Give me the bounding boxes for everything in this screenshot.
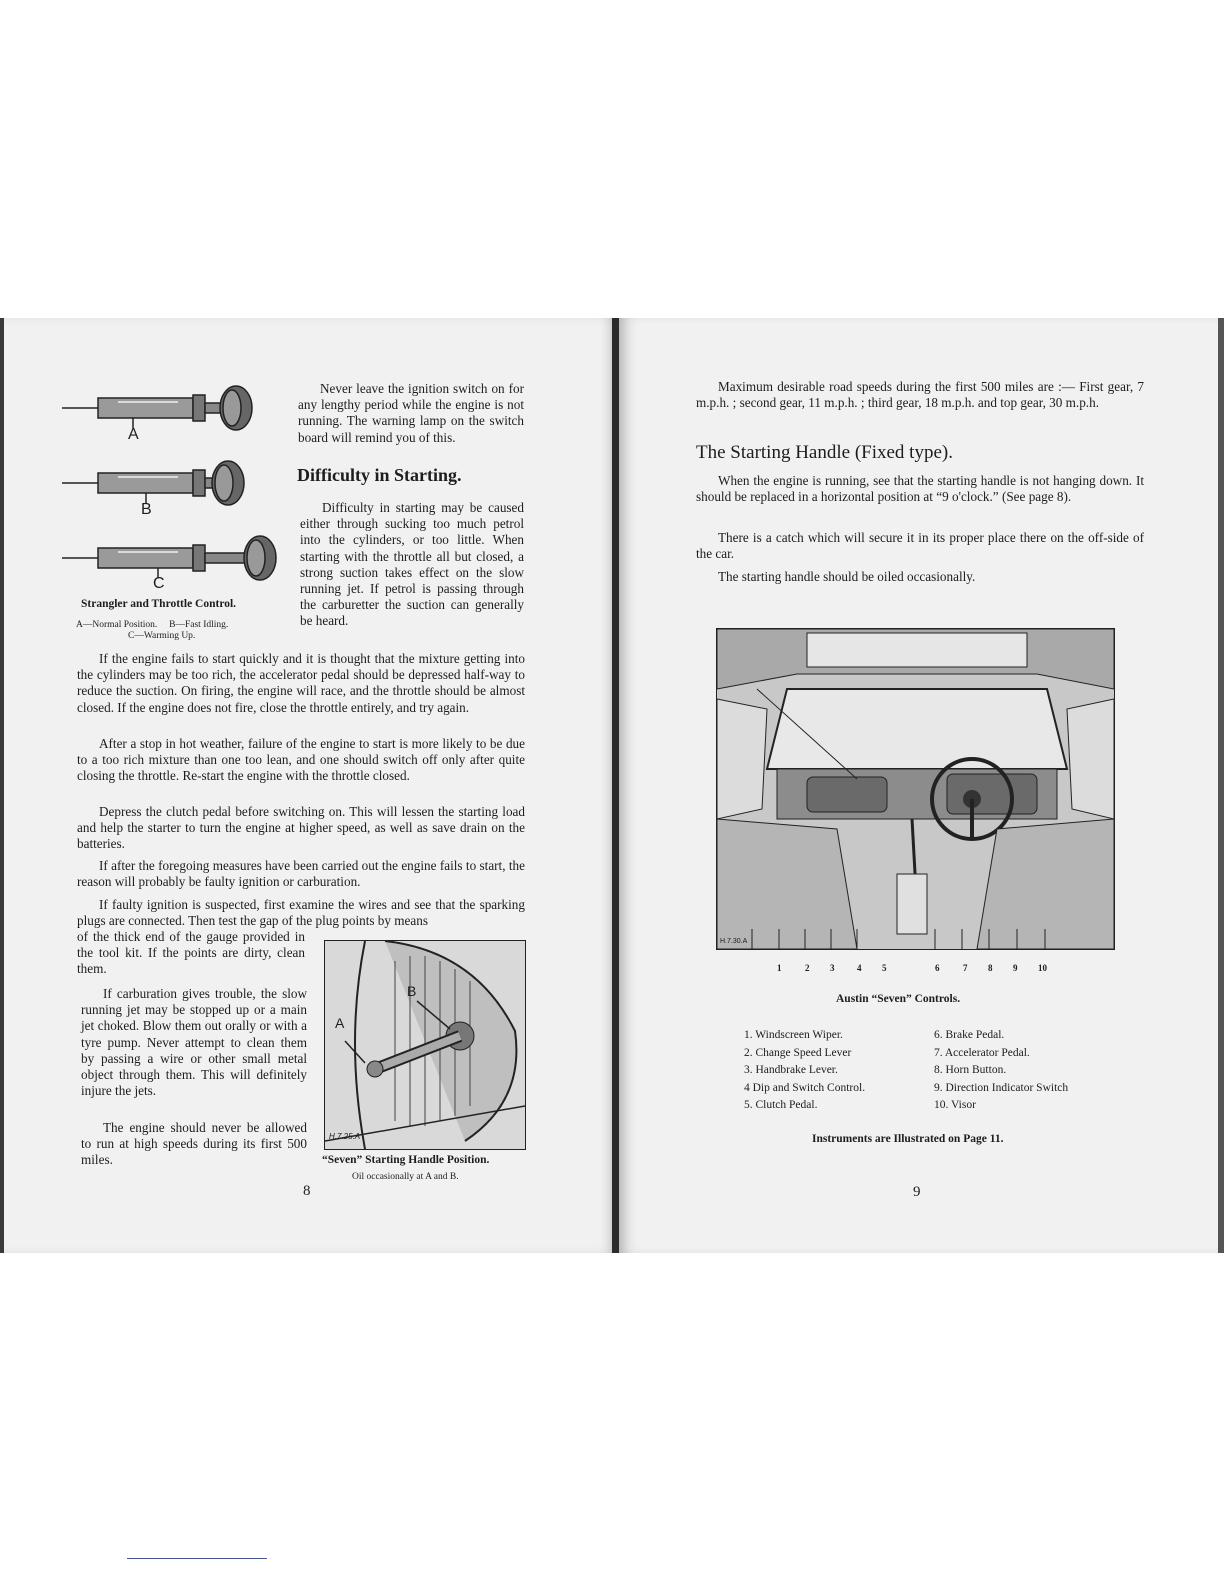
starting-handle-figure xyxy=(324,940,526,1150)
controls-row xyxy=(744,1062,1124,1080)
control-item-4: 4 Dip and Switch Control. xyxy=(744,1081,866,1094)
ignition-warning-paragraph: Never leave the ignition switch on for any lengthy period while the engine is not running. The warning lamp on the switch board will remind you of this. xyxy=(298,381,524,445)
control-item-10: 10. Visor xyxy=(934,1099,976,1111)
high-speed-paragraph: The engine should never be allowed to run at high speeds during its first 500 miles. xyxy=(81,1120,307,1168)
catch-paragraph: There is a catch which will secure it in its proper place there on the off-side of the car. xyxy=(696,530,1144,562)
control-tick-7: 7 xyxy=(963,963,968,973)
starting-handle-drawing xyxy=(325,941,525,1149)
book-edge-right xyxy=(1218,318,1224,1253)
control-tick-3: 3 xyxy=(830,963,835,973)
faulty-ignition-continued: of the thick end of the gauge provided in the tool kit. If the points are dirty, clean them. xyxy=(77,929,305,977)
control-tick-9: 9 xyxy=(1013,963,1018,973)
left-page xyxy=(4,318,616,1253)
controls-row xyxy=(744,1045,1124,1063)
ignition-carburation-paragraph: If after the foregoing measures have been carried out the engine fails to start, the reason will probably be faulty ignition or carburation. xyxy=(77,858,525,890)
controls-list xyxy=(744,1027,1124,1115)
control-tick-2: 2 xyxy=(805,963,810,973)
strangler-control-drawing xyxy=(58,378,288,608)
right-page xyxy=(619,318,1224,1253)
control-tick-4: 4 xyxy=(857,963,862,973)
figure-label-c: C xyxy=(153,575,165,592)
control-tick-5: 5 xyxy=(882,963,887,973)
figure-label-a: A xyxy=(128,426,139,443)
control-item-5: 5. Clutch Pedal. xyxy=(744,1099,818,1111)
difficulty-paragraph: Difficulty in starting may be caused either through sucking too much petrol into the cylinders, or too little. When starting with the throttle all but closed, a strong suction takes effect on the slow running jet. If petrol is passing through the carburetter the suction can generally be heard. xyxy=(300,500,524,629)
figure-label-b: B xyxy=(141,501,152,518)
hanging-handle-paragraph: When the engine is running, see that the starting handle is not hanging down. It should be replaced in a horizontal position at “9 o'clock.” (See page 8). xyxy=(696,473,1144,505)
book-spread xyxy=(0,318,1224,1253)
footer-link-line xyxy=(127,1558,267,1559)
control-item-1: 1. Windscreen Wiper. xyxy=(744,1029,843,1041)
instruments-note: Instruments are Illustrated on Page 11. xyxy=(812,1133,1004,1145)
handle-label-a: A xyxy=(335,1015,345,1031)
handle-subcaption: Oil occasionally at A and B. xyxy=(352,1172,459,1182)
page-number-9: 9 xyxy=(913,1184,921,1200)
road-speeds-paragraph: Maximum desirable road speeds during the first 500 miles are :— First gear, 7 m.p.h. ; second gear, 11 m.p.h. ; third gear, 18 m.p.h. and top gear, 30 m.p.h. xyxy=(696,379,1144,411)
controls-figure xyxy=(716,628,1115,950)
handle-label-b: B xyxy=(407,983,417,999)
controls-caption: Austin “Seven” Controls. xyxy=(836,993,961,1005)
controls-row xyxy=(744,1080,1124,1098)
control-item-9: 9. Direction Indicator Switch xyxy=(934,1081,1069,1094)
difficulty-heading: Difficulty in Starting. xyxy=(297,465,462,485)
control-item-2: 2. Change Speed Lever xyxy=(744,1046,852,1059)
car-interior-drawing xyxy=(717,629,1114,949)
handle-figure-code: H.7.25.A xyxy=(329,1132,361,1141)
strangler-legend-line2: C—Warming Up. xyxy=(128,631,196,641)
strangler-caption: Strangler and Throttle Control. xyxy=(81,598,237,610)
control-tick-8: 8 xyxy=(988,963,993,973)
controls-row xyxy=(744,1097,1124,1115)
strangler-control-figure xyxy=(58,378,288,608)
controls-row xyxy=(744,1027,1124,1045)
control-tick-1: 1 xyxy=(777,963,782,973)
handle-caption: “Seven” Starting Handle Position. xyxy=(322,1154,490,1166)
page-number-8: 8 xyxy=(303,1183,311,1199)
control-item-3: 3. Handbrake Lever. xyxy=(744,1064,838,1076)
control-item-6: 6. Brake Pedal. xyxy=(934,1029,1005,1041)
controls-figure-code: H.7.30.A xyxy=(720,938,748,945)
starting-handle-heading: The Starting Handle (Fixed type). xyxy=(696,442,953,463)
rich-mixture-paragraph: If the engine fails to start quickly and it is thought that the mixture getting into the cylinders may be too rich, the accelerator pedal should be depressed half-way to reduce the suction. On firing, the engine will race, and the throttle should be almost closed. If the engine does not fire, close the throttle entirely, and try again. xyxy=(77,651,525,715)
control-tick-6: 6 xyxy=(935,963,940,973)
control-item-8: 8. Horn Button. xyxy=(934,1064,1007,1076)
faulty-ignition-paragraph: If faulty ignition is suspected, first examine the wires and see that the sparking plugs are connected. Then test the gap of the plug points by means xyxy=(77,897,525,929)
carburation-paragraph: If carburation gives trouble, the slow running jet may be stopped up or a main jet choked. Blow them out orally or with a tyre pump. Never attempt to clean them by passing a wire or other small metal object through them. This will definitely injure the jets. xyxy=(81,986,307,1099)
control-tick-10: 10 xyxy=(1038,963,1047,973)
control-item-7: 7. Accelerator Pedal. xyxy=(934,1046,1030,1059)
strangler-legend-line1: A—Normal Position. B—Fast Idling. xyxy=(76,620,229,630)
oiled-paragraph: The starting handle should be oiled occasionally. xyxy=(718,569,976,584)
clutch-paragraph: Depress the clutch pedal before switching on. This will lessen the starting load and help the starter to turn the engine at higher speed, as well as save drain on the batteries. xyxy=(77,804,525,852)
hot-weather-paragraph: After a stop in hot weather, failure of the engine to start is more likely to be due to a too rich mixture than one too lean, and one should switch off only after quite closing the throttle. Re-start the engine with the throttle closed. xyxy=(77,736,525,784)
